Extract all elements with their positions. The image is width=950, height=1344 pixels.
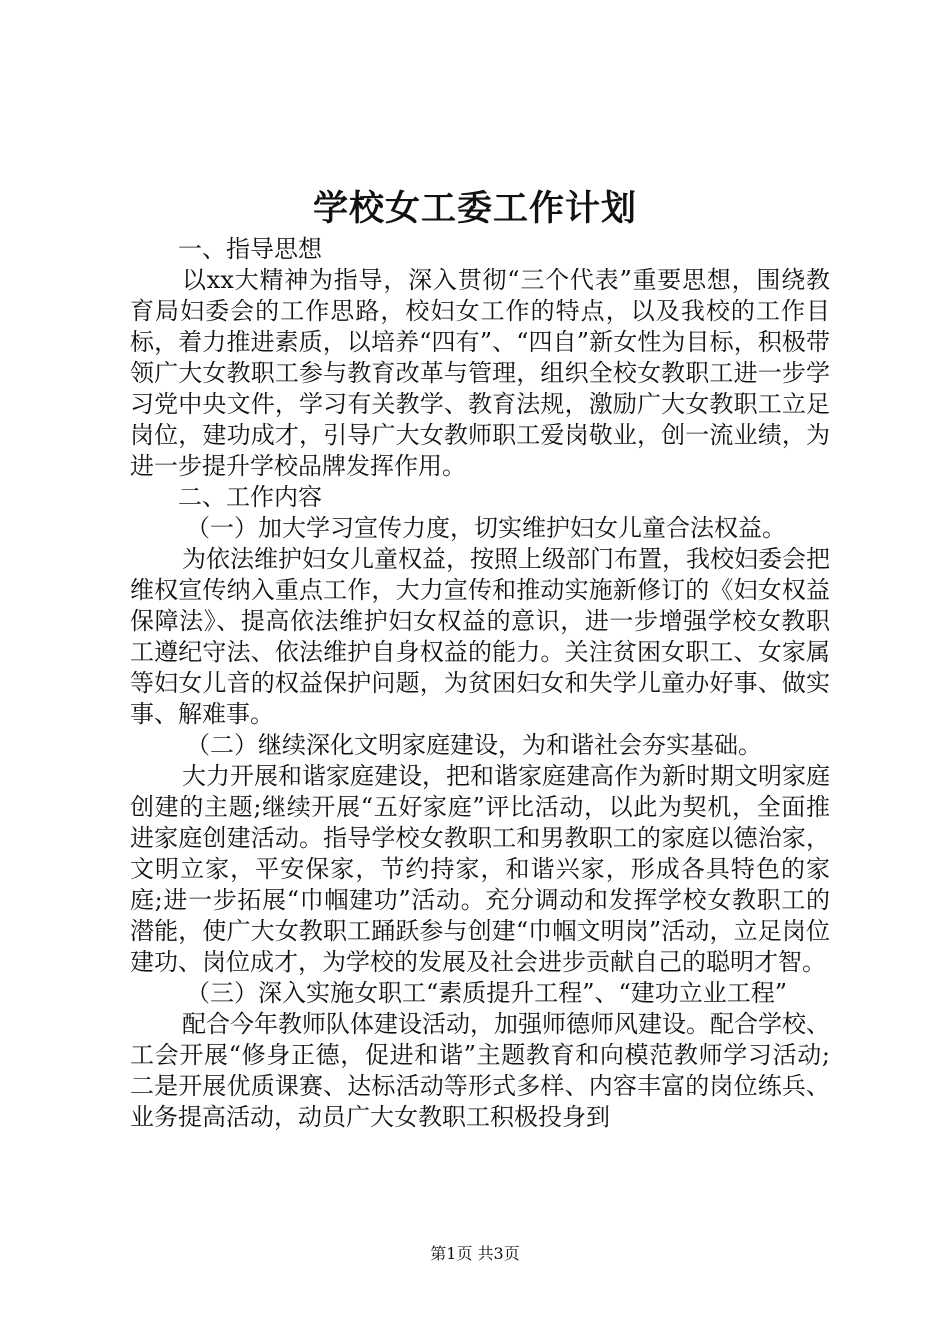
section-heading-work-content: 二、工作内容 xyxy=(178,483,322,511)
document-title: 学校女工委工作计划 xyxy=(312,188,637,229)
subheading-quality-project: （三）深入实施女职工“素质提升工程”、“建功立业工程” xyxy=(186,979,788,1007)
subheading-family-building: （二）继续深化文明家庭建设，为和谐社会夯实基础。 xyxy=(186,731,762,759)
paragraph-publicity: 为依法维护妇女儿童权益，按照上级部门布置，我校妇委会把维权宣传纳入重点工作，大力宣传和推动实施新修订的《妇女权益保障法》、提高依法维护妇女权益的意识，进一步增强学校女教职工遵纪守法、依法维护自身权益的能力。关注贫困女职工、女家属等妇女儿音的权益保护问题，为贫困妇女和失学儿童办好事、做实事、解难事。 xyxy=(130,545,830,728)
page-footer: 第1页 共3页 xyxy=(430,1244,520,1263)
section-heading-guiding-ideology: 一、指导思想 xyxy=(178,235,322,263)
paragraph-family-building: 大力开展和谐家庭建设，把和谐家庭建高作为新时期文明家庭创建的主题;继续开展“五好家庭”评比活动，以此为契机，全面推进家庭创建活动。指导学校女教职工和男教职工的家庭以德治家，文明立家，平安保家，节约持家，和谐兴家，形成各具特色的家庭;进一步拓展“巾帼建功”活动。充分调动和发挥学校女教职工的潜能，使广大女教职工踊跃参与创建“巾帼文明岗”活动，立足岗位建功、岗位成才，为学校的发展及社会进步贡献自己的聪明才智。 xyxy=(130,762,830,976)
document-body xyxy=(130,234,830,1133)
paragraph-quality-project: 配合今年教师队体建设活动，加强师德师风建设。配合学校、工会开展“修身正德，促进和谐”主题教育和向模范教师学习活动;二是开展优质课赛、达标活动等形式多样、内容丰富的岗位练兵、业务提高活动，动员广大女教职工积极投身到 xyxy=(130,1010,830,1131)
subheading-publicity: （一）加大学习宣传力度，切实维护妇女儿童合法权益。 xyxy=(186,514,786,542)
paragraph-guiding-ideology: 以xx大精神为指导，深入贯彻“三个代表”重要思想，围绕教育局妇委会的工作思路，校妇女工作的特点，以及我校的工作目标，着力推进素质，以培养“四有”、“四自”新女性为目标，积极带领广大女教职工参与教育改革与管理，组织全校女教职工进一步学习党中央文件，学习有关教学、教育法规，激励广大女教职工立足岗位，建功成才，引导广大女教师职工爱岗敬业，创一流业绩，为进一步提升学校品牌发挥作用。 xyxy=(130,266,830,480)
